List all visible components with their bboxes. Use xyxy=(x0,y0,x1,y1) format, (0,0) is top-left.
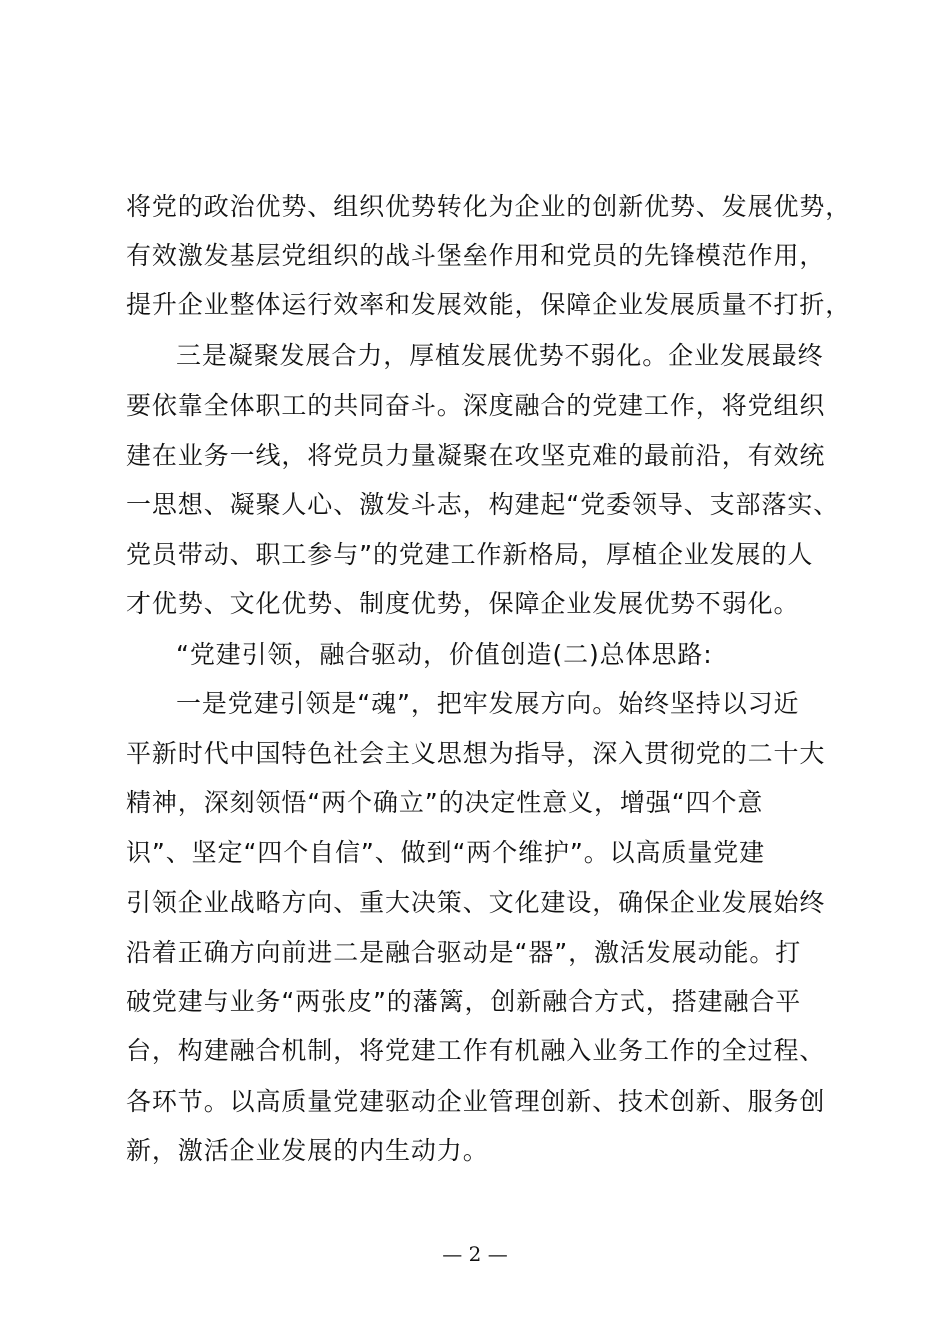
text-line: 识”、坚定“四个自信”、做到“两个维护”。以高质量党建 xyxy=(126,838,766,867)
text-line: 破党建与业务“两张皮”的藩篱，创新融合方式，搭建融合平 xyxy=(126,987,802,1016)
text-line: 提升企业整体运行效率和发展效能，保障企业发展质量不打折， xyxy=(126,290,852,319)
text-line: 沿着正确方向前进二是融合驱动是“器”，激活发展动能。打 xyxy=(126,938,802,967)
text-line: 一思想、凝聚人心、激发斗志，构建起“党委领导、支部落实、 xyxy=(126,490,840,519)
text-line: 有效激发基层党组织的战斗堡垒作用和党员的先锋模范作用， xyxy=(126,241,826,270)
text-line: 将党的政治优势、组织优势转化为企业的创新优势、发展优势， xyxy=(126,192,852,221)
text-line: 新，激活企业发展的内生动力。 xyxy=(126,1136,489,1165)
text-line: 要依靠全体职工的共同奋斗。深度融合的党建工作，将党组织 xyxy=(126,391,826,420)
text-line: 党员带动、职工参与”的党建工作新格局，厚植企业发展的人 xyxy=(126,540,814,569)
text-line: 精神，深刻领悟“两个确立”的决定性意义，增强“四个意 xyxy=(126,788,764,817)
page-number: — 2 — xyxy=(442,1242,508,1266)
text-line: 引领企业战略方向、重大决策、文化建设，确保企业发展始终 xyxy=(126,888,826,917)
paragraph-start-line: 三是凝聚发展合力，厚植发展优势不弱化。企业发展最终 xyxy=(176,341,824,370)
section-heading-line: “党建引领，融合驱动，价值创造(二)总体思路: xyxy=(176,640,713,669)
text-line: 台，构建融合机制，将党建工作有机融入业务工作的全过程、 xyxy=(126,1036,826,1065)
text-line: 建在业务一线，将党员力量凝聚在攻坚克难的最前沿，有效统 xyxy=(126,441,826,470)
paragraph-start-line: 一是党建引领是“魂”，把牢发展方向。始终坚持以习近 xyxy=(176,689,800,718)
text-line: 才优势、文化优势、制度优势，保障企业发展优势不弱化。 xyxy=(126,589,800,618)
text-line: 各环节。以高质量党建驱动企业管理创新、技术创新、服务创 xyxy=(126,1087,826,1116)
text-line: 平新时代中国特色社会主义思想为指导，深入贯彻党的二十大 xyxy=(126,739,826,768)
